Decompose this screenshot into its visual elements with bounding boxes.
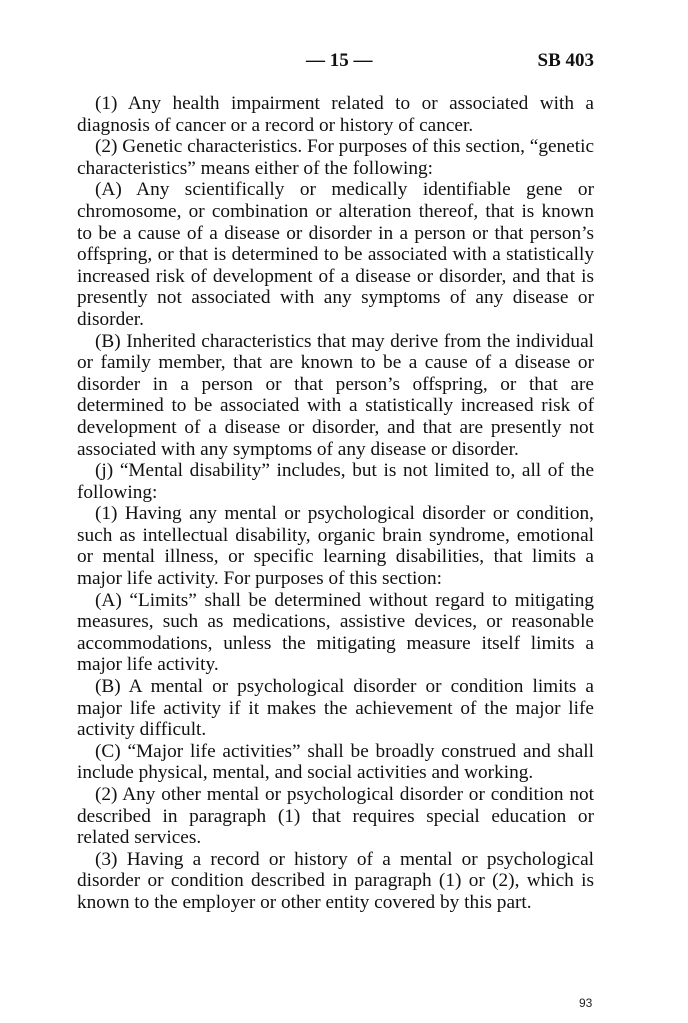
paragraph-genetic-b: (B) Inherited characteristics that may derive from the individual or family member, that are known to be a cause of a disease or disorder in a person or that person’s offspring, or that are determined to be associated with a statistically increased risk of development of a disease or disorder, and that are presently not associated with any symptoms of any disease or disorder. — [77, 330, 594, 460]
paragraph-cancer-impairment: (1) Any health impairment related to or associated with a diagnosis of cancer or a record or history of cancer. — [77, 93, 594, 136]
page-header — [77, 50, 594, 74]
paragraph-mental-3: (3) Having a record or history of a mental or psychological disorder or condition described in paragraph (1) or (2), which is known to the employer or other entity covered by this part. — [77, 848, 594, 913]
sheet-number: 93 — [579, 996, 593, 1010]
paragraph-mental-1: (1) Having any mental or psychological disorder or condition, such as intellectual disability, organic brain syndrome, emotional or mental illness, or specific learning disabilities, that limits a major life activity. For purposes of this section: — [77, 503, 594, 590]
paragraph-limits-a: (A) “Limits” shall be determined without regard to mitigating measures, such as medications, assistive devices, or reasonable accommodations, unless the mitigating measure itself limits a major life activity. — [77, 589, 594, 676]
paragraph-genetic-characteristics: (2) Genetic characteristics. For purposes of this section, “genetic characteristics” means either of the following: — [77, 136, 594, 179]
paragraph-genetic-a: (A) Any scientifically or medically identifiable gene or chromosome, or combination or alteration thereof, that is known to be a cause of a disease or disorder in a person or that person’s offspring, or that is determined to be associated with a statistically increased risk of development of a disease or disorder, and that is presently not associated with any symptoms of any disease or disorder. — [77, 179, 594, 330]
paragraph-major-life-c: (C) “Major life activities” shall be broadly construed and shall include physical, mental, and social activities and working. — [77, 740, 594, 784]
paragraph-mental-disability: (j) “Mental disability” includes, but is not limited to, all of the following: — [77, 460, 594, 503]
page-number: — 15 — — [306, 50, 373, 71]
bill-id: SB 403 — [537, 50, 594, 71]
paragraph-limits-b: (B) A mental or psychological disorder or condition limits a major life activity if it makes the achievement of the major life activity difficult. — [77, 676, 594, 741]
paragraph-mental-2: (2) Any other mental or psychological disorder or condition not described in paragraph (1) that requires special education or related services. — [77, 784, 594, 849]
bill-text-body — [77, 93, 594, 914]
